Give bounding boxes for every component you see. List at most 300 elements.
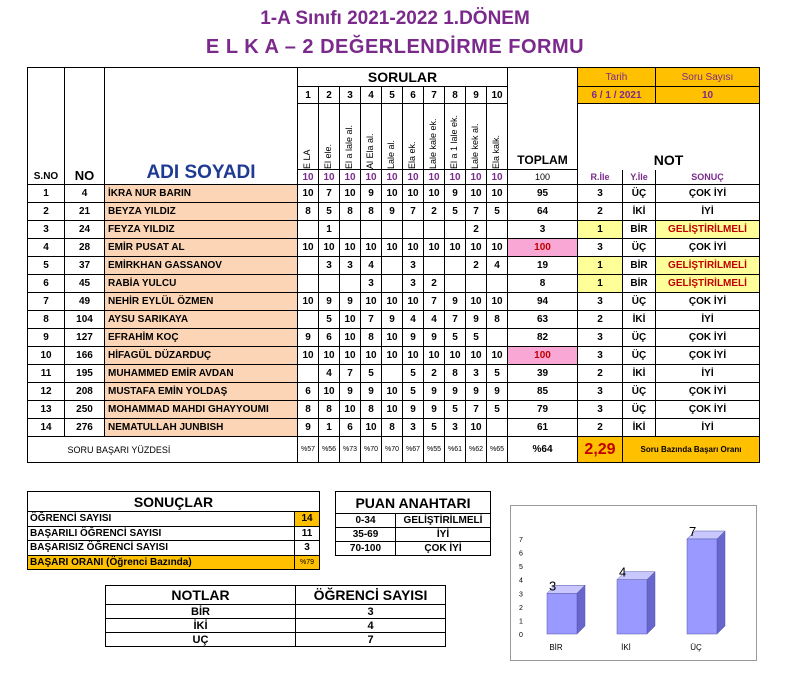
table-row xyxy=(28,419,760,437)
student-no: 127 xyxy=(65,329,105,347)
student-score: 10 xyxy=(487,239,508,257)
result-header: SONUÇ xyxy=(656,170,760,185)
question-text-label: Ela ek. xyxy=(407,141,417,169)
y-tick-label: 6 xyxy=(519,550,523,558)
student-score: 10 xyxy=(382,185,403,203)
overall-percent: %64 xyxy=(508,437,578,463)
question-text xyxy=(403,104,424,170)
question-text-label: El a 1 lale ek. xyxy=(449,114,459,169)
result-value: 14 xyxy=(295,512,320,527)
student-score: 5 xyxy=(424,419,445,437)
question-max: 10 xyxy=(382,170,403,185)
student-score: 9 xyxy=(445,383,466,401)
question-max: 10 xyxy=(319,170,340,185)
student-grade-number: 3 xyxy=(578,185,623,203)
student-score: 5 xyxy=(403,383,424,401)
student-grade-word: BİR xyxy=(623,275,656,293)
student-name: BEYZA YILDIZ xyxy=(105,203,298,221)
student-score: 10 xyxy=(403,239,424,257)
student-score xyxy=(340,275,361,293)
result-label: BAŞARILI ÖĞRENCİ SAYISI xyxy=(28,526,295,541)
student-score: 7 xyxy=(424,293,445,311)
question-success-label: SORU BAŞARI YÜZDESİ xyxy=(65,437,298,463)
student-grade-number: 2 xyxy=(578,419,623,437)
student-score: 5 xyxy=(361,365,382,383)
table-row xyxy=(28,293,760,311)
student-score: 5 xyxy=(319,203,340,221)
student-result: ÇOK İYİ xyxy=(656,293,760,311)
student-score: 7 xyxy=(466,203,487,221)
student-sno: 1 xyxy=(28,185,65,203)
r-ile-header: R.İle xyxy=(578,170,623,185)
y-tick-label: 1 xyxy=(519,618,523,626)
question-success-percent: %56 xyxy=(319,437,340,463)
name-header: ADI SOYADI xyxy=(105,68,298,185)
student-score: 7 xyxy=(340,365,361,383)
student-score: 10 xyxy=(382,347,403,365)
student-result: İYİ xyxy=(656,203,760,221)
y-tick-label: 5 xyxy=(519,564,523,572)
student-score: 10 xyxy=(424,239,445,257)
table-row xyxy=(28,185,760,203)
student-score xyxy=(445,275,466,293)
y-tick-label: 3 xyxy=(519,591,523,599)
student-score: 10 xyxy=(403,293,424,311)
student-score: 10 xyxy=(445,239,466,257)
question-number: 10 xyxy=(487,87,508,104)
y-tick-label: 7 xyxy=(519,537,523,544)
question-success-percent: %70 xyxy=(361,437,382,463)
not-header: NOT xyxy=(578,104,760,170)
student-score: 8 xyxy=(361,401,382,419)
student-score: 4 xyxy=(361,257,382,275)
student-total: 19 xyxy=(508,257,578,275)
student-name: RABİA YULCU xyxy=(105,275,298,293)
student-score xyxy=(382,365,403,383)
student-grade-number: 3 xyxy=(578,383,623,401)
grade-label: UÇ xyxy=(106,633,296,647)
question-success-percent: %57 xyxy=(298,437,319,463)
student-score: 9 xyxy=(445,185,466,203)
student-name: FEYZA YILDIZ xyxy=(105,221,298,239)
question-text xyxy=(361,104,382,170)
student-name: MOHAMMAD MAHDI GHAYYOUMI xyxy=(105,401,298,419)
student-score xyxy=(382,275,403,293)
student-name: İKRA NUR BARIN xyxy=(105,185,298,203)
student-score xyxy=(424,221,445,239)
grade-count: 4 xyxy=(296,619,446,633)
student-score: 10 xyxy=(340,347,361,365)
question-max: 10 xyxy=(298,170,319,185)
bar xyxy=(617,580,647,634)
student-result: ÇOK İYİ xyxy=(656,329,760,347)
student-total: 100 xyxy=(508,239,578,257)
student-score: 3 xyxy=(445,419,466,437)
student-result: ÇOK İYİ xyxy=(656,239,760,257)
y-tick-label: 2 xyxy=(519,604,523,612)
student-score xyxy=(298,311,319,329)
student-score: 10 xyxy=(487,347,508,365)
student-grade-number: 1 xyxy=(578,221,623,239)
student-score: 10 xyxy=(382,329,403,347)
table-row xyxy=(28,257,760,275)
student-name: HİFAGÜL DÜZARDUÇ xyxy=(105,347,298,365)
student-score xyxy=(298,257,319,275)
question-success-percent: %67 xyxy=(403,437,424,463)
student-score xyxy=(424,257,445,275)
student-score: 8 xyxy=(340,203,361,221)
student-grade-word: ÜÇ xyxy=(623,347,656,365)
student-no: 208 xyxy=(65,383,105,401)
student-total: 63 xyxy=(508,311,578,329)
form-title: 1-A Sınıfı 2021-2022 1.DÖNEM xyxy=(260,8,530,29)
student-no: 45 xyxy=(65,275,105,293)
student-score: 10 xyxy=(466,347,487,365)
student-score: 10 xyxy=(340,401,361,419)
student-grade-number: 3 xyxy=(578,293,623,311)
student-grade-number: 3 xyxy=(578,347,623,365)
student-score: 5 xyxy=(445,203,466,221)
student-score: 9 xyxy=(403,401,424,419)
student-score xyxy=(361,221,382,239)
student-sno: 7 xyxy=(28,293,65,311)
question-success-percent: %73 xyxy=(340,437,361,463)
bar xyxy=(547,593,577,634)
student-grade-word: İKİ xyxy=(623,365,656,383)
student-score xyxy=(487,329,508,347)
result-value: %79 xyxy=(295,555,320,570)
question-success-percent: %62 xyxy=(466,437,487,463)
table-row xyxy=(28,239,760,257)
student-name: NEMATULLAH JUNBISH xyxy=(105,419,298,437)
student-name: EMİRKHAN GASSANOV xyxy=(105,257,298,275)
question-text xyxy=(340,104,361,170)
student-score: 10 xyxy=(340,185,361,203)
student-score: 7 xyxy=(466,401,487,419)
score-range-label: GELİŞTİRİLMELİ xyxy=(396,514,491,528)
student-score: 6 xyxy=(319,329,340,347)
student-score: 7 xyxy=(319,185,340,203)
x-tick-label: ÜÇ xyxy=(690,643,702,652)
question-number: 9 xyxy=(466,87,487,104)
student-score: 10 xyxy=(466,239,487,257)
student-no: 24 xyxy=(65,221,105,239)
student-score xyxy=(445,257,466,275)
date-value: 6 / 1 / 2021 xyxy=(578,87,656,104)
student-score: 10 xyxy=(361,293,382,311)
student-score: 10 xyxy=(361,347,382,365)
student-result: ÇOK İYİ xyxy=(656,347,760,365)
question-number: 3 xyxy=(340,87,361,104)
result-value: 11 xyxy=(295,526,320,541)
student-score xyxy=(466,275,487,293)
student-score xyxy=(445,221,466,239)
student-score: 9 xyxy=(403,329,424,347)
student-score: 4 xyxy=(403,311,424,329)
results-summary-table xyxy=(27,491,320,570)
student-score: 3 xyxy=(403,419,424,437)
student-score: 3 xyxy=(361,275,382,293)
y-tick-label: 0 xyxy=(519,632,523,639)
question-text xyxy=(298,104,319,170)
question-number: 4 xyxy=(361,87,382,104)
student-score: 9 xyxy=(361,185,382,203)
student-score xyxy=(403,221,424,239)
list-item xyxy=(28,555,320,570)
question-number: 1 xyxy=(298,87,319,104)
question-text-label: Al Ela al. xyxy=(365,133,375,169)
list-item xyxy=(28,526,320,541)
student-score: 9 xyxy=(424,383,445,401)
y-tick-label: 4 xyxy=(519,577,523,585)
student-total: 3 xyxy=(508,221,578,239)
student-sno: 11 xyxy=(28,365,65,383)
student-score xyxy=(319,275,340,293)
student-no: 276 xyxy=(65,419,105,437)
table-row xyxy=(28,365,760,383)
grade-count: 7 xyxy=(296,633,446,647)
result-label: BAŞARI ORANI (Öğrenci Bazında) xyxy=(28,555,295,570)
student-grade-number: 2 xyxy=(578,365,623,383)
student-score: 10 xyxy=(298,293,319,311)
student-grade-number: 3 xyxy=(578,239,623,257)
student-name: EFRAHİM KOÇ xyxy=(105,329,298,347)
question-text-label: Lale kek al. xyxy=(470,123,480,169)
student-score: 6 xyxy=(340,419,361,437)
student-score: 10 xyxy=(340,329,361,347)
student-score: 8 xyxy=(298,203,319,221)
student-sno: 14 xyxy=(28,419,65,437)
student-score xyxy=(487,419,508,437)
student-score: 8 xyxy=(298,401,319,419)
student-score: 3 xyxy=(403,257,424,275)
score-range: 0-34 xyxy=(336,514,396,528)
total-header: TOPLAM xyxy=(508,68,578,170)
student-score: 1 xyxy=(319,419,340,437)
question-text-label: El a lale al. xyxy=(344,124,354,169)
question-max: 10 xyxy=(424,170,445,185)
student-no: 49 xyxy=(65,293,105,311)
date-label: Tarih xyxy=(578,68,656,87)
student-score: 10 xyxy=(382,239,403,257)
student-score: 7 xyxy=(445,311,466,329)
student-score: 9 xyxy=(298,419,319,437)
student-no: 250 xyxy=(65,401,105,419)
score-range: 35-69 xyxy=(336,528,396,542)
student-total: 82 xyxy=(508,329,578,347)
student-score xyxy=(382,257,403,275)
student-grade-word: İKİ xyxy=(623,419,656,437)
student-sno: 8 xyxy=(28,311,65,329)
student-name: EMİR PUSAT AL xyxy=(105,239,298,257)
student-score: 5 xyxy=(445,401,466,419)
question-text xyxy=(445,104,466,170)
student-score: 9 xyxy=(361,383,382,401)
student-total: 39 xyxy=(508,365,578,383)
student-score: 10 xyxy=(403,347,424,365)
student-score: 6 xyxy=(298,383,319,401)
question-text-label: E LA xyxy=(302,149,312,169)
student-score: 9 xyxy=(319,293,340,311)
student-name: NEHİR EYLÜL ÖZMEN xyxy=(105,293,298,311)
student-total: 94 xyxy=(508,293,578,311)
grade-label: BİR xyxy=(106,605,296,619)
question-success-percent: %55 xyxy=(424,437,445,463)
student-result: İYİ xyxy=(656,365,760,383)
student-score: 10 xyxy=(424,347,445,365)
average-grade: 2,29 xyxy=(578,437,623,463)
student-score: 3 xyxy=(319,257,340,275)
student-total: 64 xyxy=(508,203,578,221)
student-score: 9 xyxy=(445,293,466,311)
question-text xyxy=(424,104,445,170)
student-score: 10 xyxy=(340,311,361,329)
student-grade-word: ÜÇ xyxy=(623,383,656,401)
question-max: 10 xyxy=(361,170,382,185)
question-text xyxy=(487,104,508,170)
score-key-title: PUAN ANAHTARI xyxy=(336,492,491,514)
student-score xyxy=(487,221,508,239)
questions-header: SORULAR xyxy=(298,68,508,87)
student-no: 21 xyxy=(65,203,105,221)
student-score xyxy=(298,275,319,293)
student-no: 37 xyxy=(65,257,105,275)
student-total: 61 xyxy=(508,419,578,437)
student-score: 2 xyxy=(466,257,487,275)
question-text-label: El ele. xyxy=(323,143,333,169)
student-grade-word: İKİ xyxy=(623,203,656,221)
question-number: 6 xyxy=(403,87,424,104)
student-score: 10 xyxy=(382,401,403,419)
student-score: 10 xyxy=(487,293,508,311)
student-result: ÇOK İYİ xyxy=(656,383,760,401)
data-label: 7 xyxy=(689,524,697,539)
student-score: 4 xyxy=(424,311,445,329)
student-score: 10 xyxy=(382,293,403,311)
student-score: 9 xyxy=(466,383,487,401)
student-grade-word: BİR xyxy=(623,221,656,239)
student-grade-number: 1 xyxy=(578,275,623,293)
bar-side xyxy=(577,585,585,634)
question-number: 2 xyxy=(319,87,340,104)
student-score: 10 xyxy=(466,293,487,311)
student-score: 10 xyxy=(340,239,361,257)
student-score: 9 xyxy=(487,383,508,401)
student-score: 10 xyxy=(361,419,382,437)
total-max: 100 xyxy=(508,170,578,185)
student-result: GELİŞTİRİLMELİ xyxy=(656,221,760,239)
student-total: 8 xyxy=(508,275,578,293)
student-sno: 4 xyxy=(28,239,65,257)
question-success-percent: %65 xyxy=(487,437,508,463)
student-count-header: ÖĞRENCİ SAYISI xyxy=(296,586,446,605)
question-count-label: Soru Sayısı xyxy=(656,68,760,87)
student-score: 5 xyxy=(487,365,508,383)
student-sno: 10 xyxy=(28,347,65,365)
student-score: 5 xyxy=(319,311,340,329)
student-grade-word: İKİ xyxy=(623,311,656,329)
question-success-percent: %61 xyxy=(445,437,466,463)
question-success-note: Soru Bazında Başarı Oranı xyxy=(623,437,760,463)
student-result: ÇOK İYİ xyxy=(656,401,760,419)
grade-label: İKİ xyxy=(106,619,296,633)
student-grade-number: 3 xyxy=(578,401,623,419)
student-grade-word: ÜÇ xyxy=(623,329,656,347)
student-grade-number: 3 xyxy=(578,329,623,347)
student-result: İYİ xyxy=(656,419,760,437)
student-score: 10 xyxy=(403,185,424,203)
score-key-table xyxy=(335,491,491,556)
student-grade-word: ÜÇ xyxy=(623,293,656,311)
student-score xyxy=(487,275,508,293)
student-score: 8 xyxy=(361,203,382,221)
student-grade-number: 1 xyxy=(578,257,623,275)
student-grade-word: ÜÇ xyxy=(623,185,656,203)
student-result: GELİŞTİRİLMELİ xyxy=(656,275,760,293)
student-sno: 12 xyxy=(28,383,65,401)
student-score: 10 xyxy=(298,239,319,257)
table-row xyxy=(28,311,760,329)
student-score: 8 xyxy=(445,365,466,383)
student-score: 9 xyxy=(466,311,487,329)
question-text-label: Ela kalk. xyxy=(491,134,501,169)
student-grade-word: BİR xyxy=(623,257,656,275)
student-score: 10 xyxy=(319,239,340,257)
table-row xyxy=(28,383,760,401)
question-max: 10 xyxy=(466,170,487,185)
student-grade-word: ÜÇ xyxy=(623,239,656,257)
bar xyxy=(687,539,717,634)
x-tick-label: İKİ xyxy=(621,643,631,652)
question-max: 10 xyxy=(487,170,508,185)
student-score: 10 xyxy=(319,347,340,365)
student-score: 5 xyxy=(466,329,487,347)
student-result: GELİŞTİRİLMELİ xyxy=(656,257,760,275)
student-score: 9 xyxy=(298,329,319,347)
results-title: SONUÇLAR xyxy=(28,492,320,512)
student-sno: 6 xyxy=(28,275,65,293)
student-sno: 9 xyxy=(28,329,65,347)
student-score: 2 xyxy=(424,275,445,293)
student-no: 195 xyxy=(65,365,105,383)
student-total: 79 xyxy=(508,401,578,419)
bar-side xyxy=(647,572,655,634)
student-score: 10 xyxy=(487,185,508,203)
student-score: 3 xyxy=(466,365,487,383)
student-score: 8 xyxy=(487,311,508,329)
sno-header: S.NO xyxy=(28,68,65,185)
bar-side xyxy=(717,531,725,634)
table-row xyxy=(28,203,760,221)
question-max: 10 xyxy=(445,170,466,185)
question-number: 8 xyxy=(445,87,466,104)
student-name: MUSTAFA EMİN YOLDAŞ xyxy=(105,383,298,401)
student-score: 9 xyxy=(424,401,445,419)
student-total: 85 xyxy=(508,383,578,401)
student-sno: 3 xyxy=(28,221,65,239)
student-score xyxy=(298,365,319,383)
score-range-label: İYİ xyxy=(396,528,491,542)
question-text xyxy=(466,104,487,170)
student-score: 1 xyxy=(319,221,340,239)
student-score: 10 xyxy=(298,347,319,365)
question-text xyxy=(382,104,403,170)
student-score: 4 xyxy=(487,257,508,275)
question-text-label: Lale al. xyxy=(386,139,396,169)
grades-header: NOTLAR xyxy=(106,586,296,605)
question-success-percent: %70 xyxy=(382,437,403,463)
student-score: 2 xyxy=(424,203,445,221)
